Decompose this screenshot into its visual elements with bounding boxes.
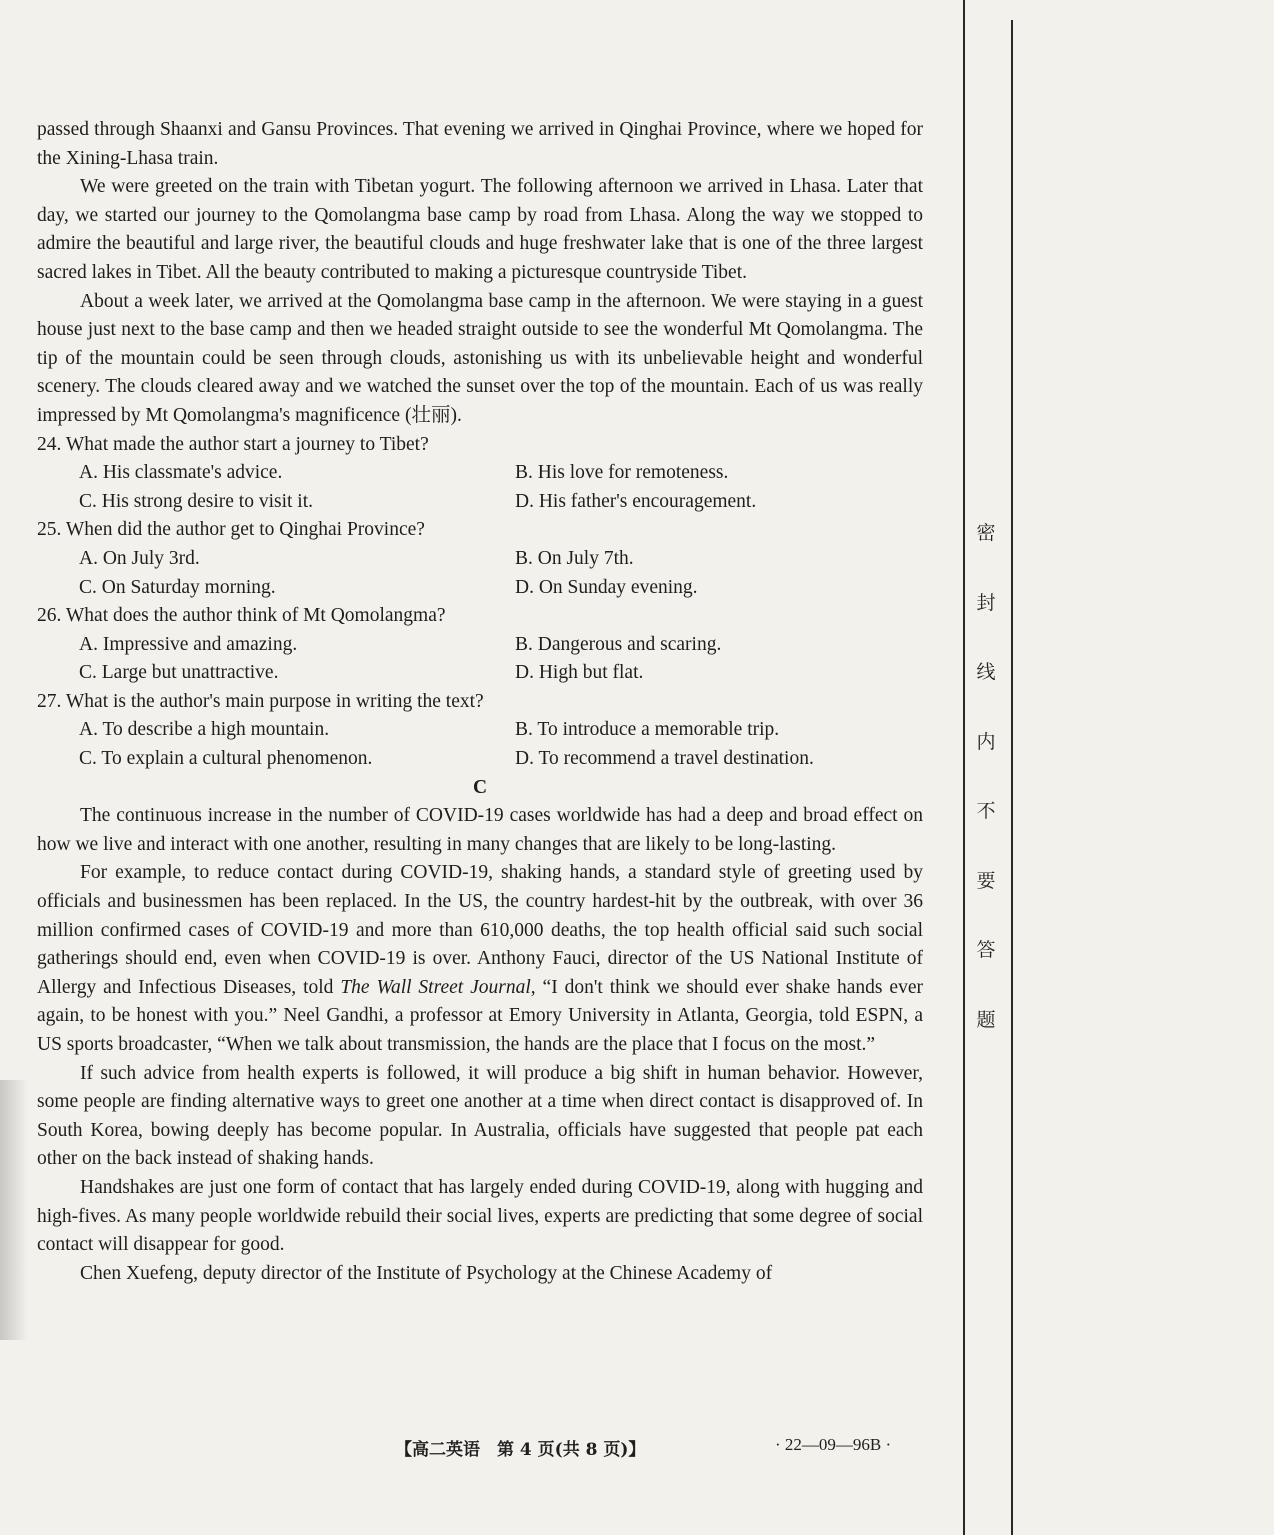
question-24	[37, 431, 923, 517]
question-stem: 26. What does the author think of Mt Qomolangma?	[37, 605, 446, 627]
option-c: C. On Saturday morning.	[79, 576, 276, 598]
question-stem: 27. What is the author's main purpose in writing the text?	[37, 690, 484, 712]
footer-code: · 22—09—96B ·	[775, 1435, 892, 1454]
option-a: A. On July 3rd.	[79, 547, 200, 569]
text-run: For example, to reduce contact during COVID-19, shaking hands, a standard style of greeting used by officials and businessmen has been replaced. In the US, the country hardest-hit by the outbreak, with over 36 million confirmed cases of COVID-19 and more than 610,000 deaths, the top health official said such social gatherings should end, even when COVID-19 is over. Anthony Fauci, director of the US National Institute of Allergy and Infectious Diseases, told	[37, 862, 923, 998]
seal-char: 密	[976, 522, 996, 544]
binding-line-outer	[963, 0, 965, 1535]
seal-char: 封	[976, 591, 996, 614]
passage-b-paragraph-1: passed through Shaanxi and Gansu Provinces. That evening we arrived in Qinghai Province, where we hoped for the Xining-Lhasa train.	[37, 119, 923, 169]
binding-line-inner	[1011, 20, 1013, 1535]
passage-c-paragraph-3: If such advice from health experts is followed, it will produce a big shift in human behavior. However, some people are finding alternative ways to greet one another at a time when direct contact is disapproved of. In South Korea, bowing deeply has become popular. In Australia, officials have suggested that people pat each other on the back instead of shaking hands.	[37, 1062, 923, 1170]
passage-c-paragraph-2	[37, 859, 923, 1059]
question-27	[37, 688, 923, 774]
option-c: C. Large but unattractive.	[79, 662, 279, 684]
option-a: A. Impressive and amazing.	[79, 633, 298, 655]
option-c: C. His strong desire to visit it.	[79, 490, 313, 512]
option-b: B. His love for remoteness.	[515, 462, 729, 484]
option-d: D. To recommend a travel destination.	[515, 748, 814, 770]
option-a: A. To describe a high mountain.	[79, 719, 330, 741]
option-b: B. To introduce a memorable trip.	[515, 719, 780, 741]
option-b: B. On July 7th.	[515, 547, 634, 569]
seal-char: 答	[976, 939, 996, 961]
section-label: C	[472, 776, 488, 798]
question-25	[37, 516, 923, 602]
page-content	[37, 116, 923, 1288]
option-c: C. To explain a cultural phenomenon.	[79, 748, 373, 770]
option-b: B. Dangerous and scaring.	[515, 633, 722, 655]
scan-shadow	[0, 1080, 28, 1340]
footer-page-label: 【高二英语 第 4 页(共 8 页)】	[395, 1440, 646, 1460]
text-run: , “I don't think we should ever shake hands ever again, to be honest with you.” Neel Gandhi, a professor at Emory University in Atlanta, Georgia, told ESPN, a US sports broadcaster, “When we talk about transmission, the hands are the place that I focus on the most.”	[37, 976, 923, 1055]
seal-char: 线	[976, 661, 996, 683]
option-d: D. His father's encouragement.	[515, 490, 757, 512]
question-stem: 25. When did the author get to Qinghai Province?	[37, 519, 425, 541]
option-d: D. On Sunday evening.	[515, 576, 698, 598]
options	[37, 631, 923, 688]
seal-char: 题	[976, 1008, 996, 1031]
option-a: A. His classmate's advice.	[79, 462, 283, 484]
seal-line-notice	[971, 518, 1001, 1074]
passage-c-paragraph-4: Handshakes are just one form of contact that has largely ended during COVID-19, along with hugging and high-fives. As many people worldwide rebuild their social lives, experts are predicting that some degree of social contact will disappear for good.	[37, 1176, 923, 1256]
seal-char: 内	[976, 730, 996, 753]
publication-title: The Wall Street Journal	[340, 976, 531, 998]
options	[37, 545, 923, 602]
passage-c-paragraph-1: The continuous increase in the number of COVID-19 cases worldwide has had a deep and broad effect on how we live and interact with one another, resulting in many changes that are likely to be long-lasting.	[37, 805, 923, 855]
question-26	[37, 602, 923, 688]
option-d: D. High but flat.	[515, 662, 644, 684]
passage-b-paragraph-3: About a week later, we arrived at the Qomolangma base camp in the afternoon. We were staying in a guest house just next to the base camp and then we headed straight outside to see the wonderful Mt Qomolangma. The tip of the mountain could be seen through clouds, astonishing us with its unbelievable height and wonderful scenery. The clouds cleared away and we watched the sunset over the top of the mountain. Each of us was really impressed by Mt Qomolangma's magnificence (壮丽).	[37, 290, 923, 426]
options	[37, 459, 923, 516]
seal-char: 要	[976, 869, 996, 892]
question-stem: 24. What made the author start a journey to Tibet?	[37, 433, 429, 455]
passage-b-paragraph-2: We were greeted on the train with Tibetan yogurt. The following afternoon we arrived in Lhasa. Later that day, we started our journey to the Qomolangma base camp by road from Lhasa. Along the way we stopped to admire the beautiful and large river, the beautiful clouds and huge freshwater lake that is one of the three largest sacred lakes in Tibet. All the beauty contributed to making a picturesque countryside Tibet.	[37, 176, 923, 283]
options	[37, 716, 923, 773]
seal-char: 不	[976, 800, 996, 822]
passage-c-paragraph-5: Chen Xuefeng, deputy director of the Institute of Psychology at the Chinese Academy of	[80, 1262, 773, 1284]
